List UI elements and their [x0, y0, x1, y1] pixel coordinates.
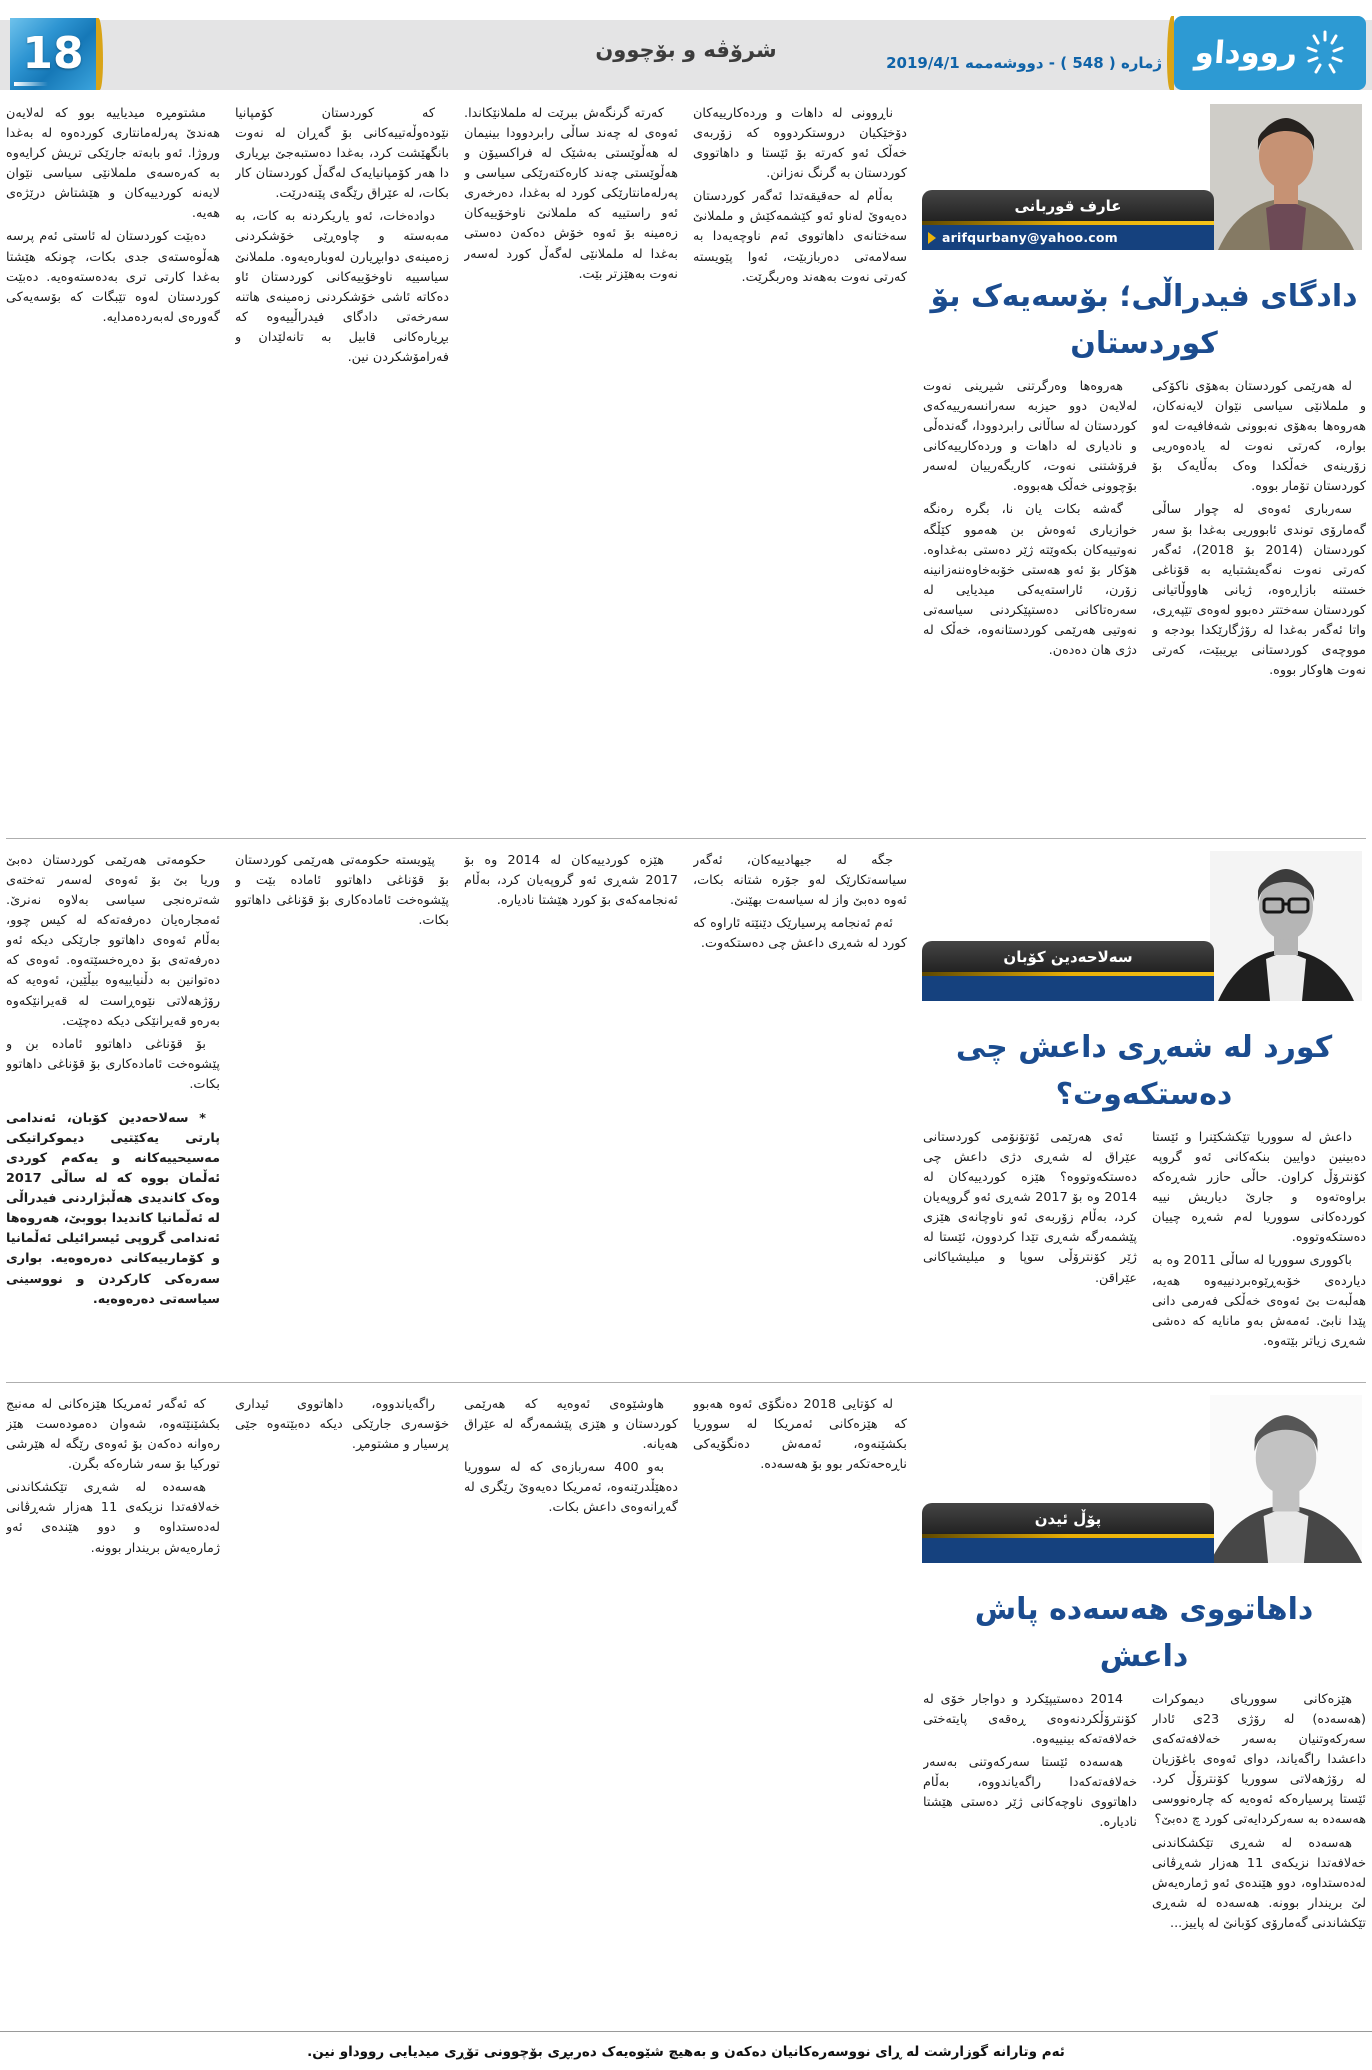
body-paragraph: مشتومڕە میدیاییە بوو کە لەلایەن هەندێ پەرلەمانتاری کوردەوە لە بەغدا وروژا. ئەو بابەتە جارێکی تریش کرایەوە بە کەرەسەی ململانێی سیاسی نێوان لایەنە کوردییەکان و هێشتاش درێژەی هەیە. — [6, 106, 220, 222]
article-column — [1152, 1690, 1366, 2021]
author-photo-row — [922, 104, 1366, 250]
article-headline: داهاتووی هەسەدە پاش داعش — [974, 1592, 1314, 1674]
body-paragraph: دوادەخات، ئەو یاریکردنە بە کات، بە مەبەستە و چاوەڕێی خۆشکردنی زەمینەی دوابڕیارن لەوبارەیەوە. ململانێ سیاسییە ناوخۆییەکانی کوردستان ئاو دەکاتە ئاشی خۆشکردنی زەمینەی هاتنە سەرخەتی دادگای فیدراڵییەوە کە بڕیارەکانی قابیل بە تانەلێدان و فەرامۆشکردن نین. — [235, 209, 449, 365]
band-separator — [6, 838, 1366, 839]
article-column — [6, 851, 220, 1374]
page-footer — [0, 2031, 1372, 2070]
author-name-banner — [922, 941, 1214, 972]
section-title: شرۆڤه و بۆچوون — [595, 38, 777, 62]
body-paragraph: هێزەکانی سووریای دیموکرات (هەسەدە) لە رۆژی 23ی ئادار سەرکەوتنیان بەسەر خەلافەتەکەی داعشدا راگەیاند، دوای ئەوەی باغۆزیان لە رۆژهەلاتی سووریا کۆنترۆڵ کرد. ئێستا پرسیارەکە ئەوەیە کە چارەنووسی هەسەدە بە سەرکردایەتی کورد چ دەبێ؟ — [1152, 1692, 1366, 1828]
article-column — [235, 104, 449, 830]
bio-paragraph: * سەلاحەدین کۆبان، ئەندامی پارتی یەکێتیی دیموکراتیکی مەسیحییەکانە و یەکەم کوردی ئەڵمان بووە کە لە ساڵی 2017 وەک کاندیدی هەڵبژاردنی فیدراڵی لە ئەڵمانیا کاندیدا بووبێ، هەروەها ئەندامی گروپی ئیسرائیلی ئەڵمانیا و کۆمارییەکانی دەرەوەیە. بواری سەرەکی کارکردن و نووسینی سیاسەتی دەرەوەیە. — [6, 1110, 220, 1307]
article-headline: کورد له شەڕی داعش چی دەستکەوت؟ — [955, 1030, 1333, 1112]
author-email-bar[interactable] — [922, 225, 1214, 250]
author-name: عارف قوربانی — [1014, 196, 1122, 215]
article-column — [923, 1128, 1137, 1374]
rudaw-logo-text: رووداو — [1193, 35, 1299, 71]
sunburst-icon — [1305, 28, 1345, 78]
article-feature-area — [922, 1395, 1366, 2021]
rudaw-logo — [1174, 16, 1366, 90]
body-paragraph: حکومەتی هەرێمی کوردستان دەبێ وریا بێ بۆ ئەوەی لەسەر تەختەی شەترەنجی سیاسی بەلاوە نەنرێ. ئەمجارەیان دەرفەتەکە لە کیس چوو، بەڵام ئەوەی داهاتوو جارێکی دیکە ئەو دەرفەتەی بۆ دەڕەخسێتەوە. ئەوەی کە دەتوانین بە دڵنیاییەوە بیڵێین، ئەوەیە کە رۆژهەلاتی نێوەڕاست لە قەیرانێکەوە بەرەو قەیرانێکی دیکە دەچێت. — [6, 853, 220, 1029]
body-paragraph: هەروەها وەرگرتنی شیرینی نەوت لەلایەن دوو حیزبە سەرانسەرییەکەی کوردستان لە ساڵانی رابردوودا، گەندەڵی و نادیاری لە داهات و وردەکارییەکانی فرۆشتنی نەوت، کاریگەرییان لەسەر بۆچوونی خەڵک هەبووە. — [923, 379, 1137, 495]
author-name: پۆڵ ئیدن — [1034, 1509, 1102, 1528]
body-paragraph: جگە لە جیهادییەکان، ئەگەر سیاسەتکارێک لەو جۆرە شتانە بکات، ئەوە دەبێ واز لە سیاسەت بهێنێ. — [693, 853, 907, 909]
body-paragraph: ئەم ئەنجامە پرسیارێک دێنێتە ئاراوە کە کورد لە شەڕی داعش چی دەستکەوت. — [693, 916, 907, 952]
body-paragraph: دەبێت کوردستان لە ئاستی ئەم پرسە هەڵوەستەی جدی بکات، چونکە هێشتا بەغدا کارتی تری بەدەستەوەیە. دەبێت کوردستان لەوە تێبگات کە بۆسەیەکی گەورەی لەبەردەمدایە. — [6, 229, 220, 325]
body-paragraph: پێویستە حکومەتی هەرێمی کوردستان بۆ قۆناغی داهاتوو ئامادە بێت و پێشوەخت ئامادەکاری بۆ قۆناغی داهاتوو بکات. — [235, 853, 449, 929]
body-paragraph: داعش لە سووریا تێکشکێنرا و ئێستا دەبینین دوایین بنکەکانی ئەو گروپە کۆنترۆڵ کراون. حاڵی حازر شەڕەکە براوەتەوە و جارێ دیاریش نییە کوردەکانی سووریا لەم شەڕە چییان دەستکەوتووە. — [1152, 1130, 1366, 1246]
article-headline: دادگای فیدراڵی؛ بۆسەیەک بۆ کوردستان — [930, 279, 1358, 361]
body-paragraph: بەڵام لە حەقیقەتدا ئەگەر کوردستان دەیەوێ لەناو ئەو کێشمەکێش و ململانێ سەختانەی داهاتووی ئەم ناوچەیەدا بە سەلامەتی دەربازبێت، ئەوا پێویستە کەرتی نەوت بەهەند وەربگرێت. — [693, 189, 907, 285]
body-paragraph: هێزە کوردییەکان لە 2014 وە بۆ 2017 شەڕی ئەو گروپەیان کرد، بەڵام ئەنجامەکەی بۆ کورد هێشتا نادیارە. — [464, 853, 678, 909]
body-paragraph: هاوشێوەی ئەوەیە کە هەرێمی کوردستان و هێزی پێشمەرگە لە عێراق هەیانە. — [464, 1397, 678, 1453]
author-name: سەلاحەدین کۆبان — [1003, 947, 1133, 966]
author-byline-bars — [922, 941, 1214, 1001]
article-column — [235, 1395, 449, 2021]
body-paragraph: هەسەدە ئێستا سەرکەوتنی بەسەر خەلافەتەکەدا راگەیاندووە، بەڵام داهاتووی ناوچەکانی ژێر دەستی هێشتا نادیارە. — [923, 1755, 1137, 1831]
page-header — [0, 0, 1372, 92]
article-column — [6, 1395, 220, 2021]
gold-curve-divider — [1167, 16, 1174, 90]
page-number-badge — [10, 18, 96, 90]
band-separator — [6, 1382, 1366, 1383]
article-column — [6, 104, 220, 830]
article-column — [1152, 1128, 1366, 1374]
author-email: arifqurbany@yahoo.com — [942, 230, 1118, 245]
article-column — [693, 851, 907, 1374]
feature-text-columns — [922, 1128, 1366, 1374]
article-column — [693, 104, 907, 830]
author-photo — [1210, 851, 1362, 1001]
author-byline-bars — [922, 190, 1214, 250]
body-paragraph: لە هەرێمی کوردستان بەهۆی ناکۆکی و ململانێی سیاسی نێوان لایەنەکان، هەروەها بەهۆی نەبوونی شەفافیەت لەو بوارە، کەرتی نەوت لە یادەوەریی زۆرینەی خەڵکدا وەک بەڵایەک بۆ کوردستان تۆمار بووە. — [1152, 379, 1366, 495]
footer-disclaimer: ئەم وتارانە گوزارشت لە ڕای نووسەرەکانیان دەکەن و بەهیچ شێوەیەک دەربڕی بۆچوونی تۆڕی میدیایی رووداو نین. — [307, 2044, 1065, 2060]
article-feature-area — [922, 104, 1366, 830]
body-paragraph: سەرباری ئەوەی لە چوار ساڵی گەمارۆی توندی ئابووریی بەغدا بۆ سەر کوردستان (2014 بۆ 2018)، ئەگەر کەرتی نەوت نەگەیشتبایە بە قۆناغی خستنە بازاڕەوە، ژیانی هاووڵاتیانی کوردستان سەختتر دەبوو لەوەی تێپەڕی، واتا ئەگەر بەغدا لە رۆژگارێکدا بودجە و مووچەی کوردستانی بڕیبێت، کەرتی نەوت هاوکار بووە. — [1152, 502, 1366, 679]
article-column — [464, 851, 678, 1374]
article-column — [693, 1395, 907, 2021]
body-paragraph: کەرتە گرنگەش ببرێت لە ململانێکاندا. ئەوەی لە چەند ساڵی رابردوودا بینیمان لە هەڵوێستی بەشێک لە فراکسیۆن و هەڵوێستی چەند کارەکتەرێکی سیاسی و پەرلەمانتارێکی کورد لە بەغدا، دەرخەری ئەو راستییە کە ململانێ ناوخۆییەکان زەمینە بۆ ئەوە خۆش دەکەن دەستی بەغدا لە ململانێی لەگەڵ کورد لەسەر نەوت بەهێزتر بێت. — [464, 106, 678, 282]
body-paragraph: لە کۆتایی 2018 دەنگۆی ئەوە هەبوو کە هێزەکانی ئەمریکا لە سووریا بکشێنەوە، ئەمەش دەنگۆیەکی ناڕەحەتکەر بوو بۆ هەسەدە. — [693, 1397, 907, 1473]
body-paragraph: کە ئەگەر ئەمریکا هێزەکانی لە مەنبج بکشێنێتەوە، شەوان دەمودەست هێز رەوانە دەکەن بۆ ئەوەی رێگە لە هێرشی تورکیا بۆ سەر شارەکە بگرن. — [6, 1397, 220, 1473]
article-column — [235, 851, 449, 1374]
body-paragraph: هەسەدە لە شەڕی تێکشکاندنی خەلافەتدا نزیکەی 11 هەزار شەڕڤانی لەدەستداوە و دوو هێندەی ئەو ژمارەیەش بریندار بوونە. — [6, 1480, 220, 1556]
triangle-right-icon — [928, 232, 936, 244]
article-band — [6, 851, 1366, 1374]
body-paragraph: بەو 400 سەربازەی کە لە سووریا دەهێڵدرێنەوە، ئەمریکا دەیەوێ رێگری لە گەڕانەوەی داعش بکات. — [464, 1460, 678, 1516]
author-name-banner — [922, 190, 1214, 221]
article-column — [1152, 377, 1366, 830]
body-paragraph: گەشە بکات یان نا، بگرە رەنگە خوازیاری ئەوەش بن هەموو کێڵگە نەوتییەکان بکەوێتە ژێر دەستی بەغداوە. هۆکار بۆ ئەو هەستی خۆبەخاوەننەزانینە زۆرن، ئاراستەیەکی میدیایی لە سەرەتاکانی دەستپێکردنی سیاسەتی نەوتیی هەرێمی کوردستانەوە، خەڵک لە دژی هان دەدەن. — [923, 502, 1137, 659]
author-email-bar — [922, 1538, 1214, 1563]
feature-text-columns — [922, 1690, 1366, 2021]
body-paragraph: بۆ قۆناغی داهاتوو ئامادە بن و پێشوەخت ئامادەکاری بۆ قۆناغی داهاتوو بکات. — [6, 1036, 220, 1092]
body-paragraph: باکووری سووریا لە ساڵی 2011 وە بە دیاردەی خۆبەڕێوەبردنییەوە هەیە، هەڵبەت بێ ئەوەی خەڵکی فەرمی دانی پێدا نابێ. ئەمەش بەو مانایە کە دەشی شەڕی زیاتر بێتەوە. — [1152, 1253, 1366, 1349]
articles-area — [0, 104, 1372, 2021]
author-email-bar — [922, 976, 1214, 1001]
article-column — [923, 1690, 1137, 2021]
body-paragraph: راگەیاندووە، داهاتووی ئیداری خۆسەری جارێکی دیکە دەبێتەوە جێی پرسیار و مشتومڕ. — [235, 1397, 449, 1453]
article-feature-area — [922, 851, 1366, 1374]
author-photo — [1210, 1395, 1362, 1563]
author-photo-row — [922, 851, 1366, 1001]
author-name-banner — [922, 1503, 1214, 1534]
article-column — [464, 104, 678, 830]
body-paragraph: ناڕوونی لە داهات و وردەکارییەکان دۆخێکیان دروستکردووە کە زۆربەی خەڵک ئەو کەرتە بۆ ئێستا و داهاتووی کوردستان بە گرنگ نەزانن. — [693, 106, 907, 182]
body-paragraph: ئەی هەرێمی ئۆتۆنۆمی کوردستانی عێراق لە شەڕی دژی داعش چی دەستکەوتووە؟ هێزە کوردییەکان لە 2014 وە بۆ 2017 شەڕی ئەو گروپەیان کرد، بەڵام زۆربەی ئەو ناوچانەی هێزی پێشمەرگە شەڕی تێدا کردوون، ئێستا لە ژێر کۆنترۆڵی سوپا و میلیشیاکانی عێراقن. — [923, 1130, 1137, 1286]
feature-text-columns — [922, 377, 1366, 830]
body-paragraph: هەسەدە لە شەڕی تێکشکاندنی خەلافەتدا نزیکەی 11 هەزار شەڕڤانی لەدەستداوە، دوو هێندەی ئەو ژمارەیەش لێ بریندار بوونە. هەسەدە لە شەڕی تێکشاندنی گەمارۆی کۆبانێ لە پاییز... — [1152, 1835, 1366, 1931]
article-column — [923, 377, 1137, 830]
page-number: 18 — [22, 28, 84, 79]
article-column — [464, 1395, 678, 2021]
author-photo-row — [922, 1395, 1366, 1563]
author-byline-bars — [922, 1503, 1214, 1563]
issue-line: ژماره ( 548 ) - دووشەممە 2019/4/1 — [886, 54, 1162, 72]
body-paragraph: 2014 دەستیپێکرد و دواجار خۆی لە کۆنترۆڵکردنەوەی ڕەقەی پایتەختی خەلافەتەکە بینییەوە. — [923, 1692, 1137, 1748]
article-band — [6, 1395, 1366, 2021]
article-band — [6, 104, 1366, 830]
body-paragraph: کە کوردستان کۆمپانیا نێودەوڵەتییەکانی بۆ گەڕان لە نەوت بانگهێشت کرد، بەغدا دەستبەجێ بڕیاری دا هەر کۆمپانیایەک لەگەڵ کوردستان کار بکات، لە عێراق رێگەی پێنەدرێت. — [235, 106, 449, 202]
author-photo — [1210, 104, 1362, 250]
